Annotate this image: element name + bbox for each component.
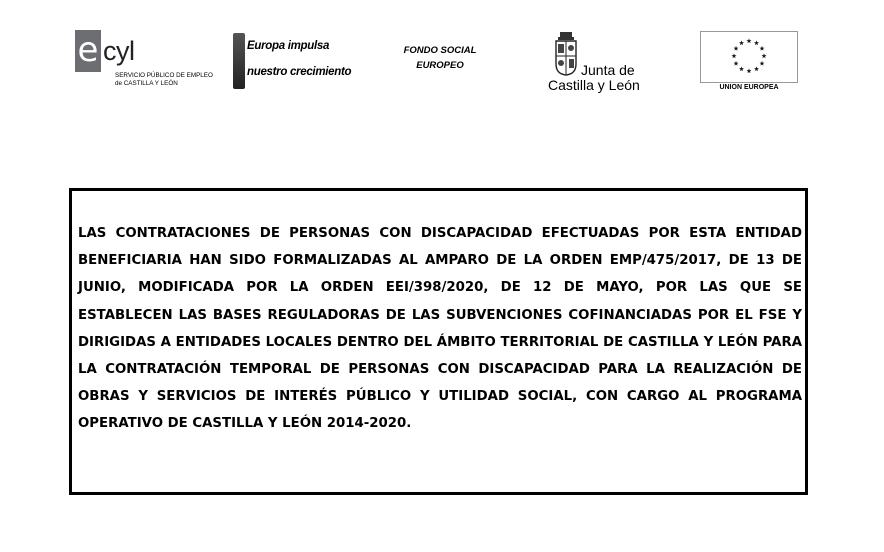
eu-stars-icon bbox=[701, 32, 797, 82]
eu-star-icon bbox=[754, 40, 759, 45]
ecyl-subline-2: de CASTILLA Y LEÓN bbox=[115, 80, 178, 87]
europa-line-2: nuestro crecimiento bbox=[247, 66, 352, 78]
eu-star-icon bbox=[760, 61, 765, 66]
eu-star-icon bbox=[747, 68, 752, 73]
eu-star-icon bbox=[732, 53, 737, 58]
coat-of-arms-icon bbox=[554, 32, 578, 76]
eu-star-icon bbox=[734, 61, 739, 66]
europa-emblem bbox=[233, 33, 245, 89]
eu-star-icon bbox=[739, 40, 744, 45]
junta-line-1: Junta de bbox=[581, 62, 635, 78]
ecyl-subline-1: SERVICIO PÚBLICO DE EMPLEO bbox=[115, 72, 213, 79]
junta-castilla-leon-logo bbox=[548, 32, 648, 92]
union-europea-logo bbox=[700, 31, 798, 95]
ecyl-e-mark: e bbox=[75, 30, 101, 72]
ecyl-logo bbox=[75, 30, 213, 90]
fondo-social-europeo-logo bbox=[390, 43, 490, 73]
eu-flag bbox=[700, 31, 798, 83]
eu-star-icon bbox=[747, 38, 752, 43]
junta-line-2: Castilla y León bbox=[548, 77, 640, 93]
fse-line-1: FONDO SOCIAL bbox=[403, 45, 477, 56]
notice-text: LAS CONTRATACIONES DE PERSONAS CON DISCAPACIDAD EFECTUADAS POR ESTA ENTIDAD BENEFICIARIA HAN SIDO FORMALIZADAS AL AMPARO DE LA ORDEN EMP/475/2017, DE 13 DE JUNIO, MODIFICADA POR LA ORDEN EEI/398/2020, DE 12 DE MAYO, POR LAS QUE SE ESTABLECEN LAS BASES REGULADORAS DE LAS SUBVENCIONES COFINANCIADAS POR EL FSE Y DIRIGIDAS A ENTIDADES LOCALES DENTRO DEL ÁMBITO TERRITORIAL DE CASTILLA Y LEÓN PARA LA CONTRATACIÓN TEMPORAL DE PERSONAS CON DISCAPACIDAD PARA LA REALIZACIÓN DE OBRAS Y SERVICIOS DE INTERÉS PÚBLICO Y UTILIDAD SOCIAL, CON CARGO AL PROGRAMA OPERATIVO DE CASTILLA Y LEÓN 2014-2020. bbox=[78, 226, 802, 432]
notice-box bbox=[69, 188, 808, 495]
eu-star-icon bbox=[734, 46, 739, 51]
europa-impulsa-logo bbox=[233, 31, 352, 91]
eu-star-icon bbox=[762, 53, 767, 58]
europa-line-1: Europa impulsa bbox=[247, 40, 330, 52]
eu-caption: UNION EUROPEA bbox=[719, 84, 779, 91]
eu-star-icon bbox=[754, 66, 759, 71]
eu-star-icon bbox=[739, 66, 744, 71]
eu-star-icon bbox=[760, 46, 765, 51]
fse-line-2: EUROPEO bbox=[416, 60, 464, 71]
ecyl-wordmark: cyl bbox=[103, 36, 135, 66]
